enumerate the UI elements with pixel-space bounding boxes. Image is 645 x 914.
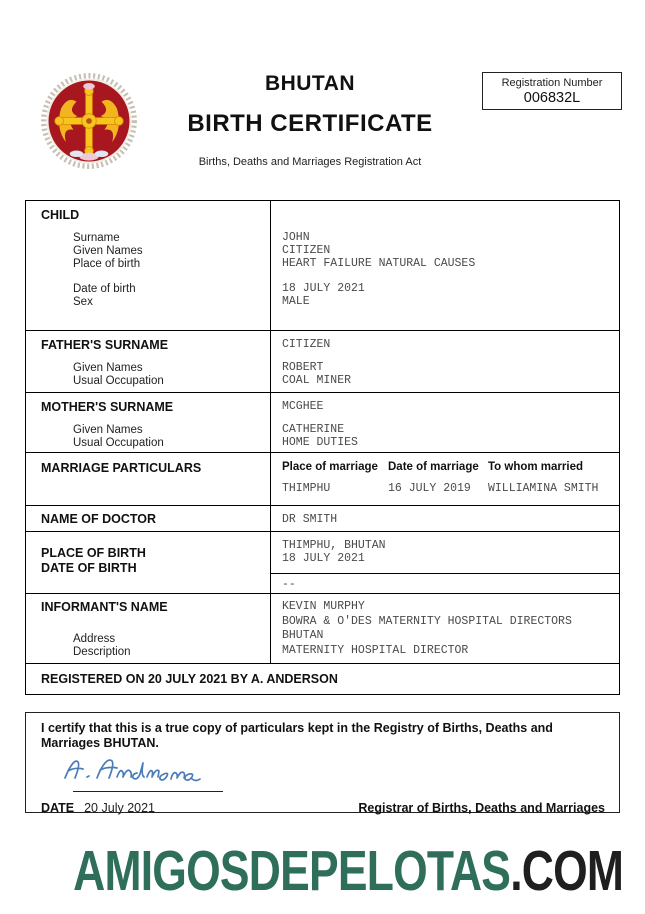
registration-number-value: 006832L <box>523 90 581 106</box>
registered-row <box>26 664 619 694</box>
father-surname-header: FATHER'S SURNAME <box>41 338 169 352</box>
place-of-marriage-label: Place of marriage <box>282 461 378 473</box>
child-section <box>26 201 619 331</box>
registrar-signature <box>59 753 229 791</box>
mother-given-names-label: Given Names <box>73 424 143 436</box>
certificate-table <box>25 200 620 695</box>
place-of-birth-value: THIMPHU, BHUTAN <box>282 539 386 552</box>
registration-number-box <box>482 72 622 110</box>
to-whom-married-label: To whom married <box>488 461 583 473</box>
country-title: BHUTAN <box>264 72 356 95</box>
name-of-doctor-header: NAME OF DOCTOR <box>41 512 157 526</box>
registered-on-text: REGISTERED ON 20 JULY 2021 BY A. ANDERSON <box>41 672 338 686</box>
place-of-marriage-value: THIMPHU <box>282 482 331 495</box>
registrar-title: Registrar of Births, Deaths and Marriages <box>358 801 605 815</box>
place-of-birth-header: PLACE OF BIRTH <box>41 546 146 560</box>
child-sex-value: MALE <box>282 295 310 308</box>
place-date-of-birth-section <box>26 532 619 594</box>
informant-section <box>26 594 619 664</box>
doctor-section <box>26 506 619 532</box>
bhutan-emblem-icon <box>40 68 138 174</box>
birth-extra-value: -- <box>282 578 296 591</box>
doctor-name-value: DR SMITH <box>282 513 338 526</box>
signature-line <box>73 791 223 792</box>
father-given-names-value: ROBERT <box>282 361 324 374</box>
certification-box <box>25 712 620 813</box>
watermark-text <box>73 838 623 904</box>
child-given-names-label: Given Names <box>73 245 143 257</box>
date-label: DATE <box>41 801 75 815</box>
informant-address-label: Address <box>73 633 116 645</box>
child-section-header: CHILD <box>41 208 80 222</box>
date-of-marriage-value: 16 JULY 2019 <box>388 482 471 495</box>
child-date-of-birth-label: Date of birth <box>73 283 136 295</box>
mother-given-names-value: CATHERINE <box>282 423 345 436</box>
informant-name-header: INFORMANT'S NAME <box>41 600 168 614</box>
father-section <box>26 331 619 393</box>
watermark-main: AMIGOSDEPELOTAS <box>72 839 511 903</box>
document-title: BIRTH CERTIFICATE <box>187 110 433 137</box>
informant-organisation-value: BOWRA & O'DES MATERNITY HOSPITAL DIRECTORS <box>282 614 572 628</box>
informant-address-value: BHUTAN <box>282 629 324 642</box>
child-surname-value: JOHN <box>282 231 310 244</box>
to-whom-married-value: WILLIAMINA SMITH <box>488 482 599 495</box>
father-given-names-label: Given Names <box>73 362 143 374</box>
informant-name-value: KEVIN MURPHY <box>282 600 365 613</box>
informant-description-value: MATERNITY HOSPITAL DIRECTOR <box>282 643 469 657</box>
father-occupation-label: Usual Occupation <box>73 375 164 387</box>
mother-occupation-label: Usual Occupation <box>73 437 164 449</box>
child-date-of-birth-value: 18 JULY 2021 <box>282 282 365 295</box>
signature-icon <box>59 753 229 787</box>
marriage-particulars-header: MARRIAGE PARTICULARS <box>41 461 202 475</box>
certify-statement: I certify that this is a true copy of particulars kept in the Registry of Births, Deaths and Marriages BHUTAN. <box>41 721 553 750</box>
date-value: 20 July 2021 <box>84 801 155 815</box>
mother-section <box>26 393 619 453</box>
child-place-of-birth-label: Place of birth <box>73 258 141 270</box>
child-surname-label: Surname <box>73 232 120 244</box>
child-place-of-birth-value: HEART FAILURE NATURAL CAUSES <box>282 257 476 270</box>
marriage-section <box>26 453 619 506</box>
child-given-names-value: CITIZEN <box>282 244 331 257</box>
title-block <box>150 72 470 168</box>
mother-surname-value: MCGHEE <box>282 400 324 413</box>
mother-surname-header: MOTHER'S SURNAME <box>41 400 174 414</box>
date-of-birth-header: DATE OF BIRTH <box>41 561 137 575</box>
mother-occupation-value: HOME DUTIES <box>282 436 358 449</box>
act-subtitle: Births, Deaths and Marriages Registration Act <box>198 156 422 168</box>
date-of-marriage-label: Date of marriage <box>388 461 479 473</box>
date-of-birth-value: 18 JULY 2021 <box>282 552 365 565</box>
child-sex-label: Sex <box>73 296 93 308</box>
watermark-suffix: .COM <box>510 839 623 903</box>
father-surname-value: CITIZEN <box>282 338 331 351</box>
registration-number-label: Registration Number <box>501 77 603 89</box>
informant-description-label: Description <box>73 646 131 658</box>
father-occupation-value: COAL MINER <box>282 374 352 387</box>
